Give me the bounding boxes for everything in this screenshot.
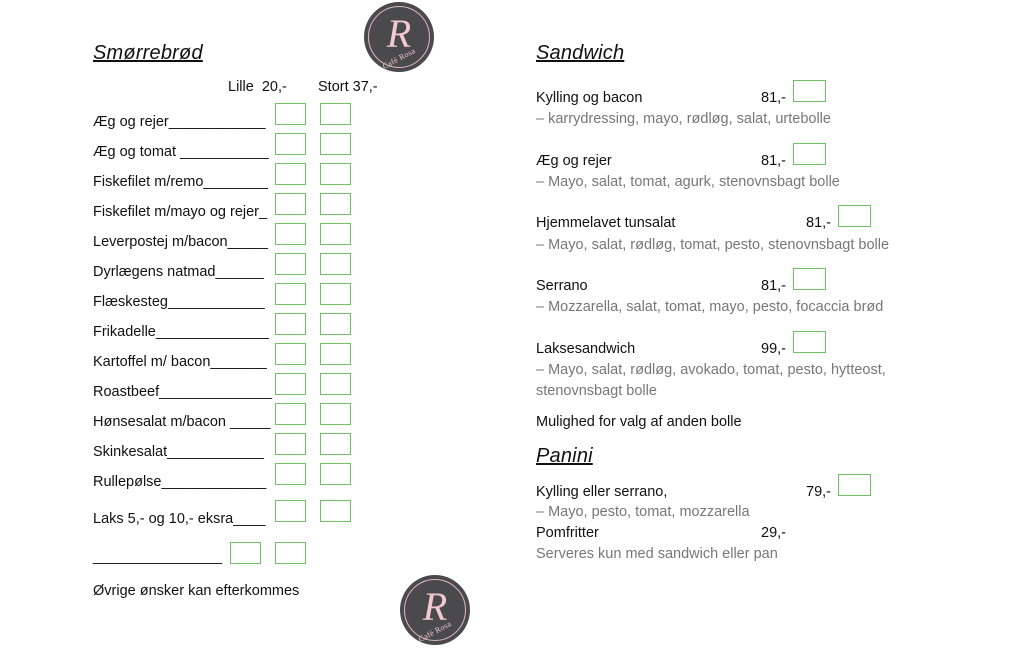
smorrebrod-extra-item: Laks 5,- og 10,- eksra____ (93, 511, 266, 527)
blank-large-checkbox[interactable] (275, 542, 306, 564)
size-small-label: Lille 20,- (228, 79, 287, 95)
sandwich-item-desc: – Mayo, salat, rødløg, tomat, pesto, stenovnsbagt bolle (536, 237, 890, 253)
logo-caption: Café Rosa (381, 46, 417, 71)
item-small-checkbox[interactable] (275, 433, 306, 455)
smorrebrod-item: Kartoffel m/ bacon_______ (93, 354, 267, 370)
extra-large-checkbox[interactable] (320, 500, 351, 522)
logo-letter: R (422, 584, 448, 629)
sandwich-item-name: Laksesandwich (536, 341, 636, 357)
sandwich-item-name: Æg og rejer (536, 153, 612, 169)
smorrebrod-item: Skinkesalat____________ (93, 444, 264, 460)
smorrebrod-item: Hønsesalat m/bacon _____ (93, 414, 271, 430)
sandwich-item-price: 99,- (761, 341, 786, 357)
smorrebrod-item: Frikadelle______________ (93, 324, 269, 340)
panini-item-price: 79,- (806, 484, 831, 500)
cafe-rosa-logo-top (364, 2, 434, 72)
size-large-label: Stort 37,- (318, 79, 378, 95)
sandwich-item-checkbox[interactable] (793, 268, 826, 290)
sandwich-item-desc: – karrydressing, mayo, rødløg, salat, urtebolle (536, 111, 831, 127)
item-large-checkbox[interactable] (320, 433, 351, 455)
sandwich-item-price: 81,- (806, 215, 831, 231)
blank-small-checkbox[interactable] (230, 542, 261, 564)
sandwich-item-checkbox[interactable] (793, 80, 826, 102)
sandwich-item-price: 81,- (761, 153, 786, 169)
sandwich-item-checkbox[interactable] (793, 143, 826, 165)
sandwich-heading: Sandwich (536, 42, 625, 64)
item-large-checkbox[interactable] (320, 163, 351, 185)
cafe-rosa-logo-bottom (400, 575, 470, 645)
item-large-checkbox[interactable] (320, 193, 351, 215)
fries-item-price: 29,- (761, 525, 786, 541)
item-small-checkbox[interactable] (275, 343, 306, 365)
item-small-checkbox[interactable] (275, 103, 306, 125)
smorrebrod-item: Fiskefilet m/mayo og rejer_ (93, 204, 268, 220)
item-large-checkbox[interactable] (320, 253, 351, 275)
smorrebrod-item: Flæskesteg____________ (93, 294, 265, 310)
item-small-checkbox[interactable] (275, 253, 306, 275)
item-small-checkbox[interactable] (275, 313, 306, 335)
smorrebrod-item: Æg og tomat ___________ (93, 144, 269, 160)
item-large-checkbox[interactable] (320, 103, 351, 125)
item-small-checkbox[interactable] (275, 283, 306, 305)
smorrebrod-footer-note: Øvrige ønsker kan efterkommes (93, 583, 300, 599)
item-small-checkbox[interactable] (275, 403, 306, 425)
item-small-checkbox[interactable] (275, 133, 306, 155)
item-large-checkbox[interactable] (320, 373, 351, 395)
sandwich-item-price: 81,- (761, 278, 786, 294)
item-large-checkbox[interactable] (320, 403, 351, 425)
fries-item-name: Pomfritter (536, 525, 599, 541)
smorrebrod-item: Dyrlægens natmad______ (93, 264, 264, 280)
item-small-checkbox[interactable] (275, 223, 306, 245)
item-small-checkbox[interactable] (275, 163, 306, 185)
smorrebrod-item: Leverpostej m/bacon_____ (93, 234, 268, 250)
panini-item-name: Kylling eller serrano, (536, 484, 668, 500)
smorrebrod-item: Æg og rejer____________ (93, 114, 266, 130)
sandwich-item-name: Kylling og bacon (536, 90, 643, 106)
item-large-checkbox[interactable] (320, 463, 351, 485)
sandwich-item-desc: – Mayo, salat, rødløg, avokado, tomat, pesto, hytteost, (536, 362, 886, 378)
fries-item-desc: Serveres kun med sandwich eller pan (536, 546, 778, 562)
smorrebrod-item: Fiskefilet m/remo________ (93, 174, 268, 190)
panini-heading: Panini (536, 445, 593, 467)
sandwich-item-desc-continued: stenovnsbagt bolle (536, 383, 657, 399)
logo-letter: R (386, 11, 412, 56)
panini-item-desc: – Mayo, pesto, tomat, mozzarella (536, 504, 750, 520)
item-small-checkbox[interactable] (275, 373, 306, 395)
smorrebrod-item: Roastbeef______________ (93, 384, 272, 400)
sandwich-item-desc: – Mozzarella, salat, tomat, mayo, pesto, focaccia brød (536, 299, 884, 315)
item-large-checkbox[interactable] (320, 283, 351, 305)
item-large-checkbox[interactable] (320, 223, 351, 245)
sandwich-bread-note: Mulighed for valg af anden bolle (536, 414, 742, 430)
sandwich-item-name: Serrano (536, 278, 588, 294)
blank-write-in-line[interactable]: ________________ (93, 549, 223, 565)
sandwich-item-desc: – Mayo, salat, tomat, agurk, stenovnsbagt bolle (536, 174, 840, 190)
item-large-checkbox[interactable] (320, 343, 351, 365)
item-small-checkbox[interactable] (275, 193, 306, 215)
extra-small-checkbox[interactable] (275, 500, 306, 522)
sandwich-item-checkbox[interactable] (793, 331, 826, 353)
item-small-checkbox[interactable] (275, 463, 306, 485)
sandwich-item-price: 81,- (761, 90, 786, 106)
logo-caption: Café Rosa (417, 619, 453, 644)
sandwich-item-name: Hjemmelavet tunsalat (536, 215, 676, 231)
panini-item-checkbox[interactable] (838, 474, 871, 496)
smorrebrod-heading: Smørrebrød (93, 42, 203, 64)
sandwich-item-checkbox[interactable] (838, 205, 871, 227)
smorrebrod-item: Rullepølse_____________ (93, 474, 267, 490)
item-large-checkbox[interactable] (320, 133, 351, 155)
item-large-checkbox[interactable] (320, 313, 351, 335)
